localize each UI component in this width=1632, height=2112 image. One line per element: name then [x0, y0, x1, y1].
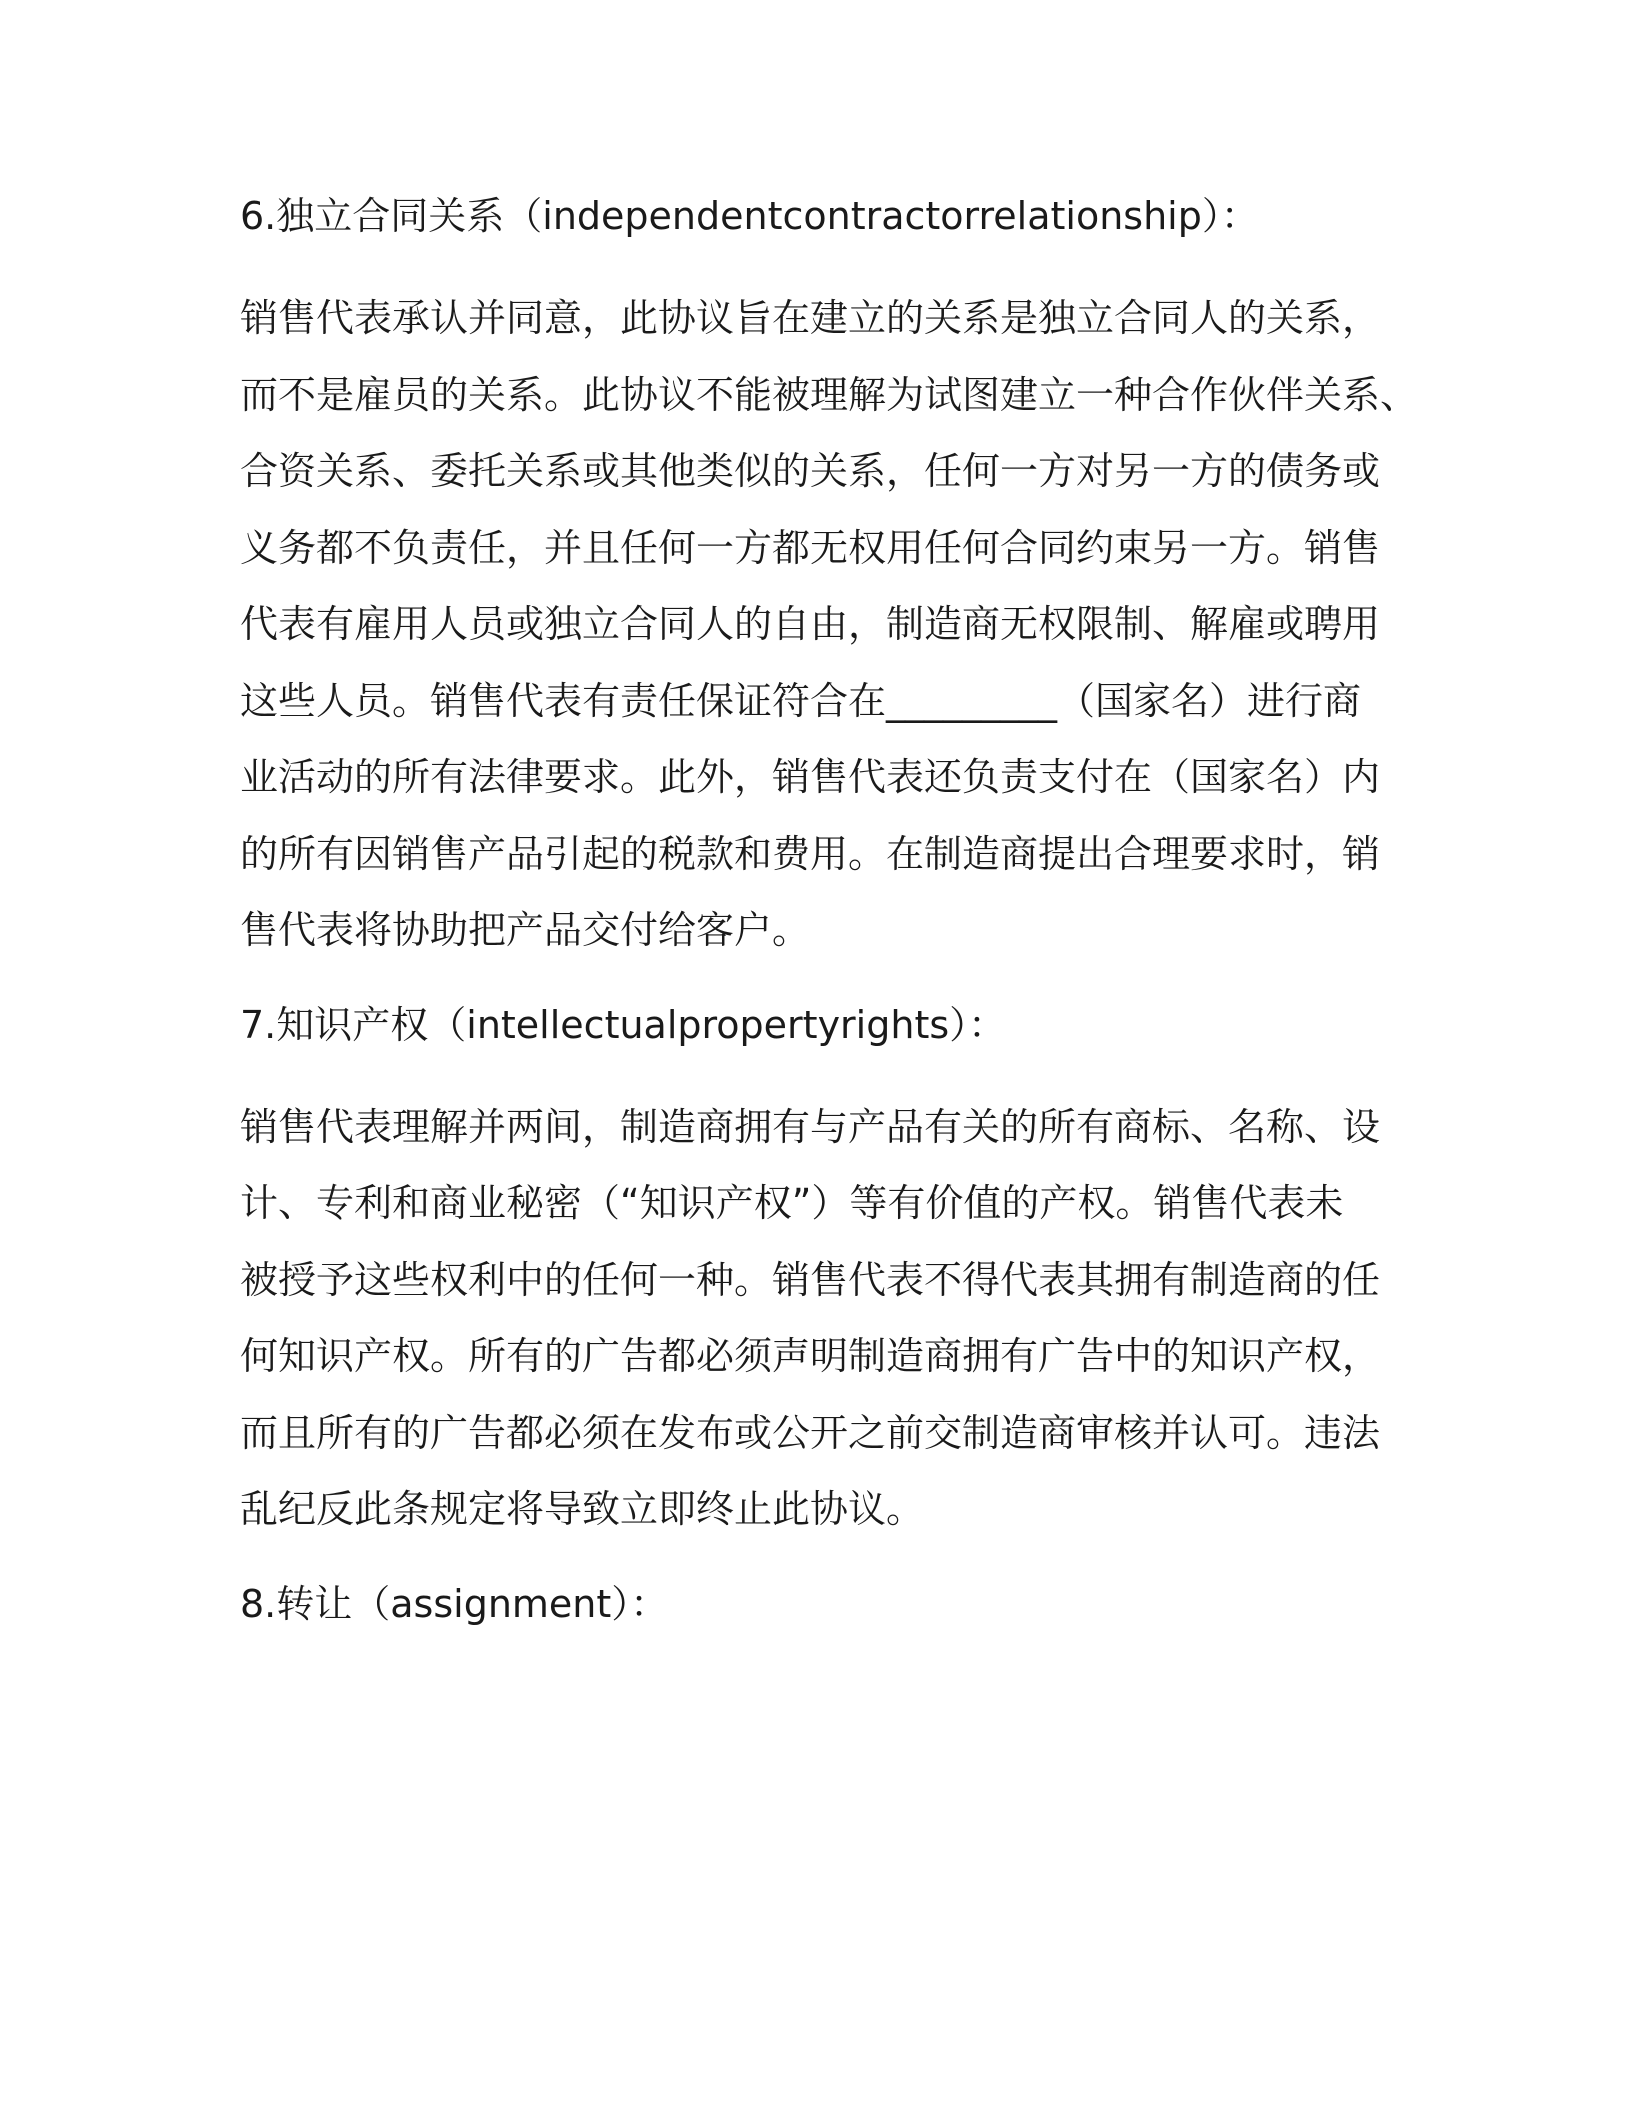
body-line: 何知识产权。所有的广告都必须声明制造商拥有广告中的知识产权，	[240, 1334, 1381, 1378]
section-heading-independent-contractor: 6.独立合同关系（independentcontractorrelationship）：	[240, 194, 1259, 238]
body-line: 而且所有的广告都必须在发布或公开之前交制造商审核并认可。违法	[240, 1410, 1381, 1455]
body-line: 代表有雇用人员或独立合同人的自由，制造商无权限制、解雇或聘用	[240, 602, 1381, 646]
body-line: 销售代表承认并同意，此协议旨在建立的关系是独立合同人的关系，	[240, 296, 1381, 340]
body-line: 而不是雇员的关系。此协议不能被理解为试图建立一种合作伙伴关系、	[240, 372, 1419, 417]
body-line: 销售代表理解并两间，制造商拥有与产品有关的所有商标、名称、设	[240, 1104, 1381, 1149]
body-line: 的所有因销售产品引起的税款和费用。在制造商提出合理要求时，销	[240, 831, 1381, 876]
section-body-intellectual-property	[240, 1089, 1390, 1548]
body-line: 售代表将协助把产品交付给客户。	[240, 908, 811, 952]
body-line: 合资关系、委托关系或其他类似的关系，任何一方对另一方的债务或	[240, 449, 1381, 493]
section-body-independent-contractor	[240, 280, 1419, 969]
body-line: 被授予这些权利中的任何一种。销售代表不得代表其拥有制造商的任	[240, 1257, 1381, 1302]
body-line: 乱纪反此条规定将导致立即终止此协议。	[240, 1487, 925, 1531]
body-line: 计、专利和商业秘密（“知识产权”）等有价值的产权。销售代表未	[240, 1181, 1344, 1225]
document-page	[240, 178, 1419, 1668]
section-heading-assignment: 8.转让（assignment）：	[240, 1581, 669, 1626]
body-line: 业活动的所有法律要求。此外，销售代表还负责支付在（国家名）内	[240, 755, 1381, 799]
body-line: 这些人员。销售代表有责任保证符合在_________（国家名）进行商	[240, 678, 1362, 723]
section-heading-intellectual-property: 7.知识产权（intellectualpropertyrights）：	[240, 1002, 1007, 1047]
body-line: 义务都不负责任，并且任何一方都无权用任何合同约束另一方。销售	[240, 525, 1381, 570]
